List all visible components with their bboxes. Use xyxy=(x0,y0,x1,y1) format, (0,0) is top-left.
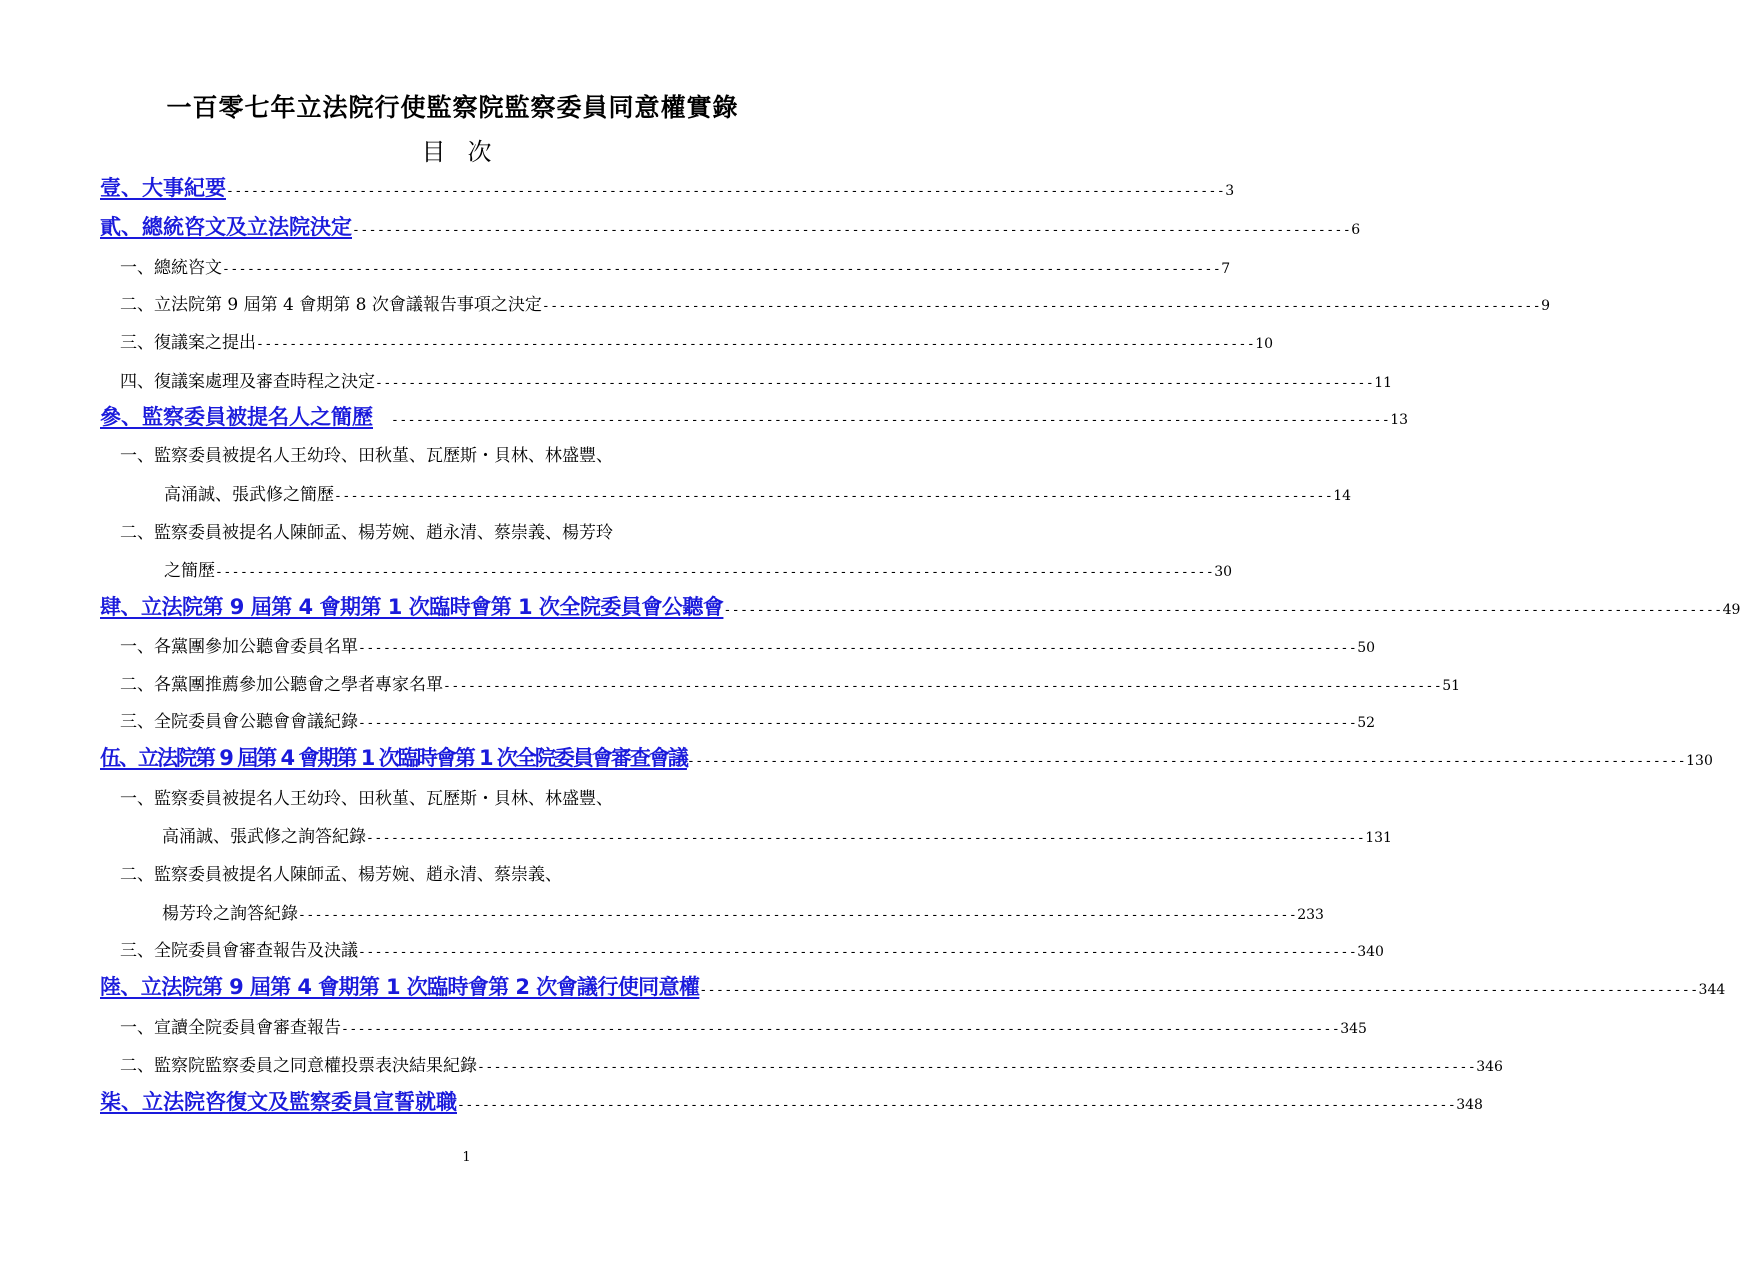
leader-dots: ------------------------------------------------------------------------------------------------------------------------ xyxy=(215,565,1215,580)
toc-entry-label: 二、各黨團推薦參加公聽會之學者專家名單 xyxy=(120,675,443,695)
toc-entry-label: 楊芳玲之詢答紀錄 xyxy=(162,904,298,924)
toc-entry-section-4[interactable] xyxy=(100,591,1740,621)
toc-page-number: 346 xyxy=(1476,1059,1503,1075)
toc-entry-section-6[interactable] xyxy=(100,971,1726,1001)
toc-link[interactable]: 參、監察委員被提名人之簡歷 xyxy=(100,405,373,429)
toc-link[interactable]: 陸、立法院第 9 屆第 4 會期第 1 次臨時會第 2 次會議行使同意權 xyxy=(100,975,700,999)
toc-link[interactable]: 柒、立法院咨復文及監察委員宣誓就職 xyxy=(100,1090,457,1114)
toc-entry-label: 三、全院委員會公聽會會議紀錄 xyxy=(120,712,358,732)
toc-entry-section-7[interactable] xyxy=(100,1086,1483,1116)
toc-link[interactable]: 壹、大事紀要 xyxy=(100,176,226,200)
toc-page-number: 233 xyxy=(1297,907,1324,923)
leader-dots: ------------------------------------------------------------------------------------------------------------------------ xyxy=(686,754,1687,769)
toc-page-number: 7 xyxy=(1221,261,1231,277)
toc-page-number: 11 xyxy=(1374,375,1393,391)
toc-page-number: 13 xyxy=(1390,412,1409,428)
toc-page-number: 52 xyxy=(1357,715,1376,731)
toc-entry-2-2[interactable] xyxy=(120,290,1550,315)
toc-entry-section-3[interactable] xyxy=(100,401,1409,431)
toc-entry-2-4[interactable] xyxy=(120,367,1393,392)
toc-entry-6-2[interactable] xyxy=(120,1051,1503,1076)
leader-dots: ------------------------------------------------------------------------------------------------------------------------ xyxy=(334,489,1334,504)
document-title: 一百零七年立法院行使監察院監察委員同意權實錄 xyxy=(166,93,739,122)
leader-dots: ------------------------------------------------------------------------------------------------------------------------ xyxy=(723,603,1723,618)
toc-entry-4-1[interactable] xyxy=(120,632,1376,657)
toc-entry-2-3[interactable] xyxy=(120,328,1274,353)
leader-dots: ------------------------------------------------------------------------------------------------------------------------ xyxy=(358,945,1358,960)
toc-page-number: 10 xyxy=(1255,336,1274,352)
leader-dots: ------------------------------------------------------------------------------------------------------------------------ xyxy=(477,1060,1477,1075)
toc-entry-label: 二、監察院監察委員之同意權投票表決結果紀錄 xyxy=(120,1056,477,1076)
toc-page-number: 130 xyxy=(1686,753,1713,769)
toc-entry-section-5[interactable] xyxy=(100,742,1713,772)
leader-dots: ------------------------------------------------------------------------------------------------------------------------ xyxy=(226,184,1226,199)
leader-dots: ------------------------------------------------------------------------------------------------------------------------ xyxy=(341,1022,1341,1037)
toc-page-number: 345 xyxy=(1340,1021,1367,1037)
toc-entry-label: 一、宣讀全院委員會審查報告 xyxy=(120,1018,341,1038)
toc-entry-3-2-line1: 二、監察委員被提名人陳師孟、楊芳婉、趙永清、蔡崇義、楊芳玲 xyxy=(120,523,613,543)
leader-dots: ------------------------------------------------------------------------------------------------------------------------ xyxy=(457,1098,1457,1113)
leader-dots: ------------------------------------------------------------------------------------------------------------------------ xyxy=(358,641,1358,656)
leader-dots: ------------------------------------------------------------------------------------------------------------------------ xyxy=(298,908,1298,923)
toc-page-number: 50 xyxy=(1357,640,1376,656)
toc-entry-5-1[interactable] xyxy=(162,822,1392,847)
toc-page-number: 49 xyxy=(1722,602,1740,618)
toc-entry-section-2[interactable] xyxy=(100,211,1361,241)
toc-link[interactable]: 貳、總統咨文及立法院決定 xyxy=(100,215,352,239)
leader-dots: ------------------------------------------------------------------------------------------------------------------------ xyxy=(366,831,1366,846)
toc-link[interactable]: 肆、立法院第 9 屆第 4 會期第 1 次臨時會第 1 次全院委員會公聽會 xyxy=(100,595,724,619)
toc-entry-label: 三、全院委員會審查報告及決議 xyxy=(120,941,358,961)
toc-entry-4-2[interactable] xyxy=(120,670,1461,695)
leader-dots: ------------------------------------------------------------------------------------------------------------------------ xyxy=(443,679,1443,694)
toc-page-number: 3 xyxy=(1225,183,1235,199)
toc-page-number: 14 xyxy=(1333,488,1352,504)
toc-entry-label: 四、復議案處理及審查時程之決定 xyxy=(120,372,375,392)
toc-entry-label: 一、總統咨文 xyxy=(120,258,222,278)
toc-entry-6-1[interactable] xyxy=(120,1013,1367,1038)
toc-entry-5-3[interactable] xyxy=(120,936,1384,961)
toc-entry-2-1[interactable] xyxy=(120,253,1231,278)
toc-entry-label: 高涌誠、張武修之詢答紀錄 xyxy=(162,827,366,847)
leader-dots: ------------------------------------------------------------------------------------------------------------------------ xyxy=(699,983,1699,998)
toc-entry-label: 之簡歷 xyxy=(164,561,215,581)
toc-entry-5-1-line1: 一、監察委員被提名人王幼玲、田秋堇、瓦歷斯・貝林、林盛豐、 xyxy=(120,789,613,809)
toc-entry-label: 三、復議案之提出 xyxy=(120,333,256,353)
toc-entry-3-1-line1: 一、監察委員被提名人王幼玲、田秋堇、瓦歷斯・貝林、林盛豐、 xyxy=(120,446,613,466)
toc-page-number: 30 xyxy=(1214,564,1233,580)
toc-entry-label: 高涌誠、張武修之簡歷 xyxy=(164,485,334,505)
toc-page-number: 344 xyxy=(1698,982,1726,998)
toc-link[interactable]: 伍、立法院第 9 屆第 4 會期第 1 次臨時會第 1 次全院委員會審查會議 xyxy=(100,746,687,770)
leader-dots: ------------------------------------------------------------------------------------------------------------------------ xyxy=(358,716,1358,731)
toc-entry-section-1[interactable] xyxy=(100,172,1235,202)
toc-page-number: 9 xyxy=(1541,298,1550,314)
leader-dots: ------------------------------------------------------------------------------------------------------------------------ xyxy=(391,413,1391,428)
toc-entry-4-3[interactable] xyxy=(120,707,1376,732)
toc-page-number: 51 xyxy=(1442,678,1461,694)
toc-entry-label: 二、立法院第 9 屆第 4 會期第 8 次會議報告事項之決定 xyxy=(120,295,542,315)
toc-heading: 目次 xyxy=(421,138,514,166)
toc-entry-3-2[interactable] xyxy=(164,556,1233,581)
toc-page-number: 348 xyxy=(1456,1097,1483,1113)
leader-dots: ------------------------------------------------------------------------------------------------------------------------ xyxy=(352,223,1352,238)
toc-page-number: 340 xyxy=(1357,944,1384,960)
page-number: 1 xyxy=(462,1150,471,1165)
leader-dots: ------------------------------------------------------------------------------------------------------------------------ xyxy=(222,262,1222,277)
leader-dots: ------------------------------------------------------------------------------------------------------------------------ xyxy=(375,376,1375,391)
toc-entry-5-2[interactable] xyxy=(162,899,1324,924)
leader-dots: ------------------------------------------------------------------------------------------------------------------------ xyxy=(541,299,1542,314)
toc-page-number: 6 xyxy=(1351,222,1361,238)
toc-entry-label: 一、各黨團參加公聽會委員名單 xyxy=(120,637,358,657)
toc-entry-5-2-line1: 二、監察委員被提名人陳師孟、楊芳婉、趙永清、蔡崇義、 xyxy=(120,865,562,885)
toc-page-number: 131 xyxy=(1365,830,1392,846)
leader-dots: ------------------------------------------------------------------------------------------------------------------------ xyxy=(256,337,1256,352)
toc-entry-3-1[interactable] xyxy=(164,480,1352,505)
